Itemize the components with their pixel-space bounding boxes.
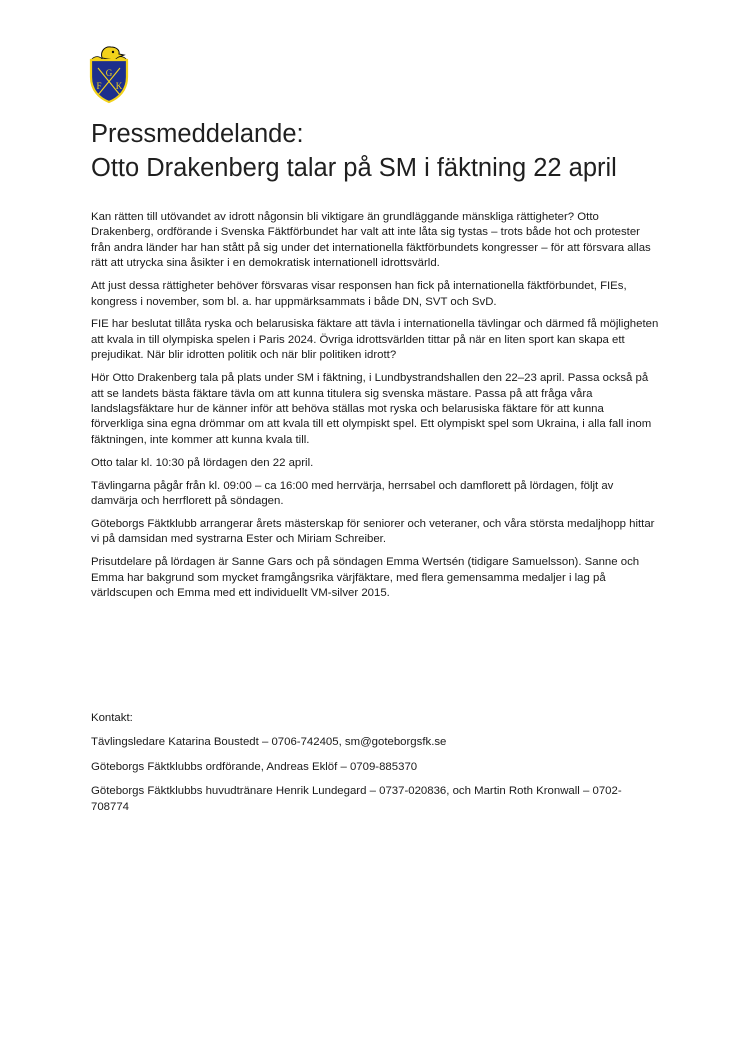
- body-paragraph: FIE har beslutat tillåta ryska och belarusiska fäktare att tävla i internationella tävlingar och därmed få möjligheten att kvala in till olympiska spelen i Paris 2024. Övriga idrottsvärlden tittar på när en liten sport kan skapa ett prejudikat. När blir idrotten politik och när blir politiken idrott?: [91, 318, 659, 362]
- contact-heading: Kontakt:: [91, 712, 133, 724]
- body-paragraph: Tävlingarna pågår från kl. 09:00 – ca 16:00 med herrvärja, herrsabel och damflorett på lördagen, följt av damvärja och herrflorett på söndagen.: [91, 479, 614, 507]
- contact-line: Göteborgs Fäktklubbs huvudtränare Henrik Lundegard – 0737-020836, och Martin Roth Kronwall – 0702-708774: [91, 785, 622, 813]
- body-paragraph: Göteborgs Fäktklubb arrangerar årets mästerskap för seniorer och veteraner, och våra största medaljhopp hittar vi på damsidan med systrarna Ester och Miriam Schreiber.: [91, 517, 655, 546]
- contact-line: Tävlingsledare Katarina Boustedt – 0706-742405, sm@goteborgsfk.se: [91, 736, 447, 749]
- body-paragraph: Prisutdelare på lördagen är Sanne Gars och på söndagen Emma Wertsén (tidigare Samuelsson). Sanne och Emma har bakgrund som mycket framgångsrika värjfäktare, med flera gemensamma medaljer i lag på världscupen och Emma med ett individuellt VM-silver 2015.: [91, 556, 640, 600]
- club-crest-logo: [86, 44, 132, 104]
- crest-letter: F: [96, 81, 102, 91]
- title-line-1: Pressmeddelande:: [91, 120, 304, 148]
- page-title: [91, 117, 711, 185]
- crest-letter: G: [105, 68, 113, 78]
- body-paragraph: Otto talar kl. 10:30 på lördagen den 22 april.: [91, 456, 314, 469]
- body-paragraph: Kan rätten till utövandet av idrott någonsin bli viktigare än grundläggande mänskliga rättigheter? Otto Drakenberg, ordförande i Svenska Fäktförbundet har valt att inte låta sig tystas – trots både hot och protester från andra länder har han stått på sig under det internationella fäktförbundets kongresser – för att försvara allas rätt att utrycka sina åsikter i en demokratisk internationell idrottsvärld.: [91, 211, 651, 270]
- contact-line: Göteborgs Fäktklubbs ordförande, Andreas Eklöf – 0709-885370: [91, 760, 418, 773]
- body-paragraph: Hör Otto Drakenberg tala på plats under SM i fäktning, i Lundbystrandshallen den 22–23 april. Passa också på att se landets bästa fäktare tävla om att kunna titulera sig svenska mästare. Passa på att fråga våra landslagsfäktare hur de känner inför att behöva ställas mot ryska och belarusiska fäktare för att kunna förverkliga sina egna drömmar om att kvala till ett olympiskt spel. Ett olympiskt spel som Ukraina, i alla fall inom fäktningen, inte kommer att kunna kvala till.: [91, 372, 652, 446]
- contact-section: [91, 711, 659, 824]
- club-crest-icon: [86, 44, 132, 104]
- press-release-body: [91, 210, 659, 609]
- title-line-2: Otto Drakenberg talar på SM i fäktning 22 april: [91, 154, 617, 182]
- crest-letter: K: [115, 81, 123, 91]
- body-paragraph: Att just dessa rättigheter behöver försvaras visar responsen han fick på internationella fäktförbundet, FIEs, kongress i november, som bl. a. har uppmärksammats i både DN, SVT och SvD.: [91, 280, 627, 308]
